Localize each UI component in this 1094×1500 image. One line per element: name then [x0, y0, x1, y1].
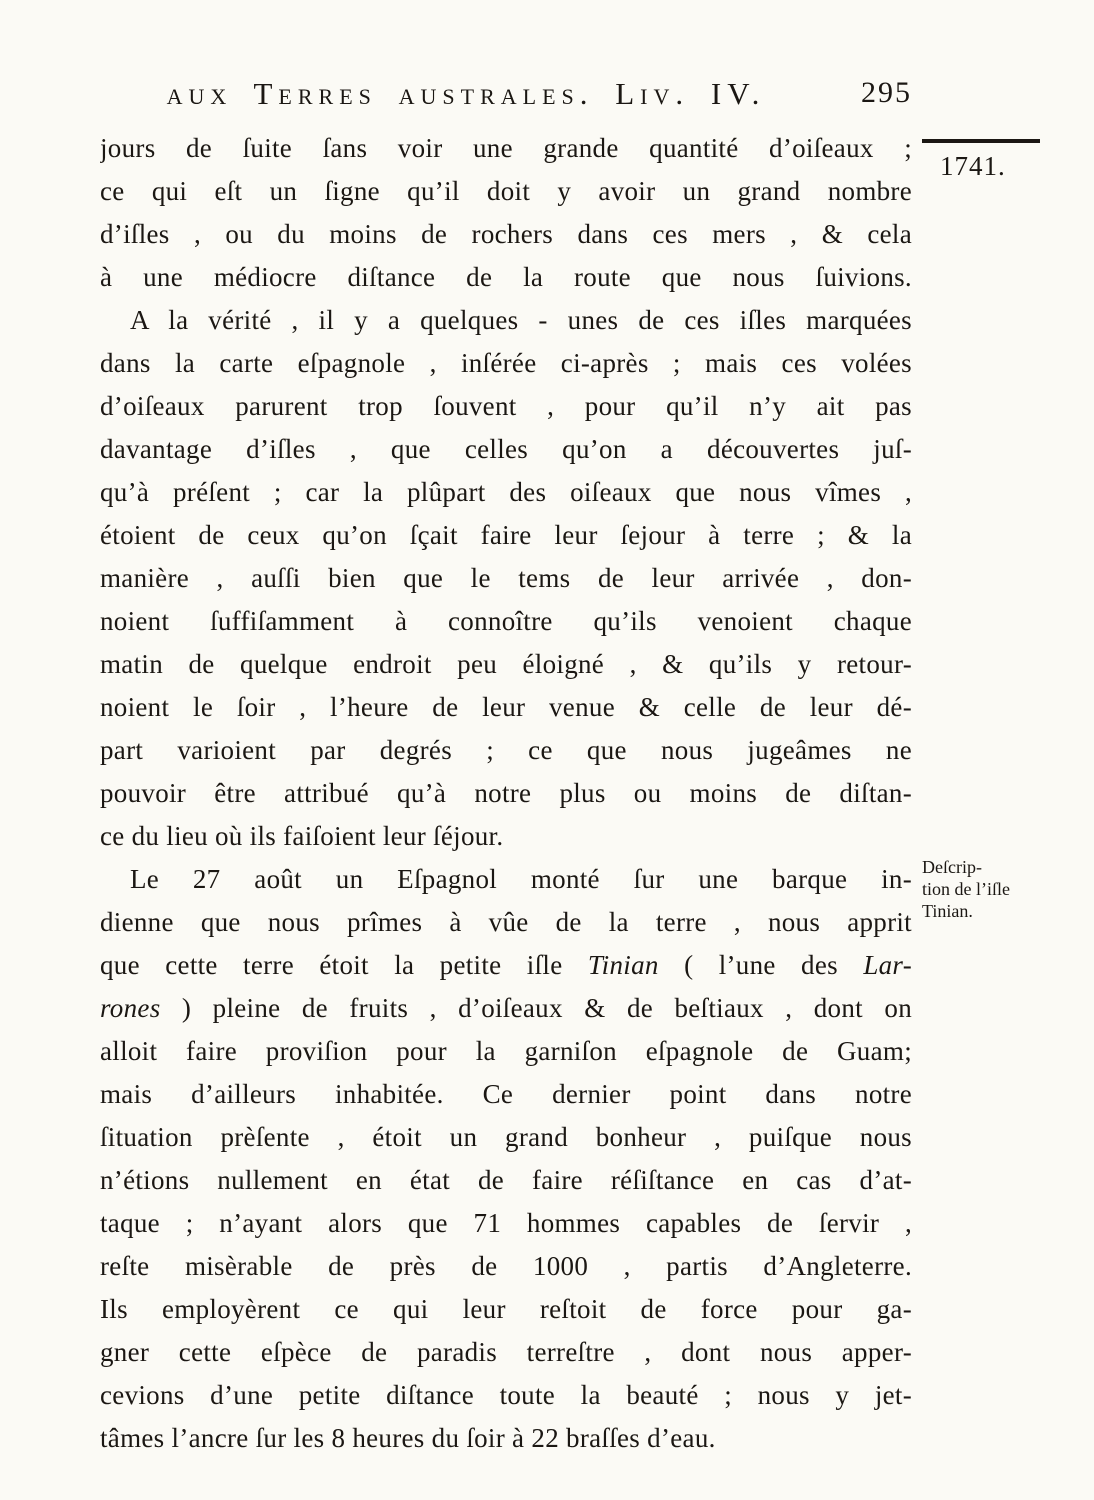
text-line: ce qui eſt un ſigne qu’il doit y avoir un grand nombre [100, 176, 912, 206]
text-line: cevions d’une petite diſtance toute la beauté ; nous y jet- [100, 1380, 912, 1410]
page-number: 295 [861, 76, 912, 109]
text-line: gner cette eſpèce de paradis terreſtre , dont nous apper- [100, 1337, 912, 1367]
text-line: davantage d’iſles , que celles qu’on a découvertes juſ- [100, 434, 912, 464]
text-line: dans la carte eſpagnole , inſérée ci-après ; mais ces volées [100, 348, 912, 378]
text-line: matin de quelque endroit peu éloigné , & qu’ils y retour- [100, 649, 912, 679]
sidenote-line: Tinian. [922, 901, 973, 921]
text-line: part varioient par degrés ; ce que nous jugeâmes ne [100, 735, 912, 765]
text-line: reſte misèrable de près de 1000 , partis d’Angleterre. [100, 1251, 912, 1281]
text-line: taque ; n’ayant alors que 71 hommes capables de ſervir , [100, 1208, 912, 1238]
sidenote-line: tion de l’iſle [922, 879, 1010, 899]
text-line: ſituation prèſente , étoit un grand bonheur , puiſque nous [100, 1122, 912, 1152]
text-line: noient le ſoir , l’heure de leur venue & celle de leur dé- [100, 692, 912, 722]
sidenote-line: Deſcrip- [922, 857, 982, 877]
sidenote-year: 1741. [940, 151, 1006, 181]
sidenote-year-block [922, 139, 1042, 182]
text-line: Le 27 août un Eſpagnol monté ſur une barque in- [130, 864, 912, 894]
text-line: d’iſles , ou du moins de rochers dans ces mers , & cela [100, 219, 912, 249]
text-line: ce du lieu où ils faiſoient leur ſéjour. [100, 821, 504, 851]
text-segment-italic: Lar- [863, 950, 912, 980]
running-header [100, 76, 912, 118]
text-segment: ( l’une des [658, 950, 864, 980]
text-segment-italic: Tinian [587, 950, 659, 980]
paragraph-3 [100, 858, 912, 1460]
text-line: A la vérité , il y a quelques - unes de ces iſles marquées [130, 305, 912, 335]
text-line: qu’à préſent ; car la plûpart des oiſeaux que nous vîmes , [100, 477, 912, 507]
text-line: n’étions nullement en état de faire réſiſtance en cas d’at- [100, 1165, 912, 1195]
text-line: tâmes l’ancre ſur les 8 heures du ſoir à 22 braſſes d’eau. [100, 1423, 716, 1453]
text-segment: que cette terre étoit la petite iſle [100, 950, 588, 980]
sidenote-description [922, 856, 1072, 922]
text-line: dienne que nous prîmes à vûe de la terre , nous apprit [100, 907, 912, 937]
text-line: mais d’ailleurs inhabitée. Ce dernier point dans notre [100, 1079, 912, 1109]
text-line [100, 944, 912, 987]
text-line: étoient de ceux qu’on ſçait faire leur ſejour à terre ; & la [100, 520, 912, 550]
text-segment: ) pleine de fruits , d’oiſeaux & de beſtiaux , dont on [160, 993, 912, 1023]
text-line: manière , auſſi bien que le tems de leur arrivée , don- [100, 563, 912, 593]
text-segment-italic: rones [100, 993, 161, 1023]
text-line: à une médiocre diſtance de la route que nous ſuivions. [100, 262, 912, 292]
paragraph-2 [100, 299, 912, 858]
text-line [100, 987, 912, 1030]
text-line: Ils employèrent ce qui leur reſtoit de force pour ga- [100, 1294, 912, 1324]
running-header-title: aux Terres australes. Liv. IV. [166, 76, 766, 111]
text-block [100, 127, 912, 1460]
text-line: alloit faire proviſion pour la garniſon eſpagnole de Guam; [100, 1036, 912, 1066]
sidenote-rule [922, 139, 1040, 143]
text-line: jours de ſuite ſans voir une grande quantité d’oiſeaux ; [100, 133, 912, 163]
text-line: noient ſuffiſamment à connoître qu’ils venoient chaque [100, 606, 912, 636]
text-line: pouvoir être attribué qu’à notre plus ou moins de diſtan- [100, 778, 912, 808]
paragraph-1 [100, 127, 912, 299]
text-line: d’oiſeaux parurent trop ſouvent , pour qu’il n’y ait pas [100, 391, 912, 421]
